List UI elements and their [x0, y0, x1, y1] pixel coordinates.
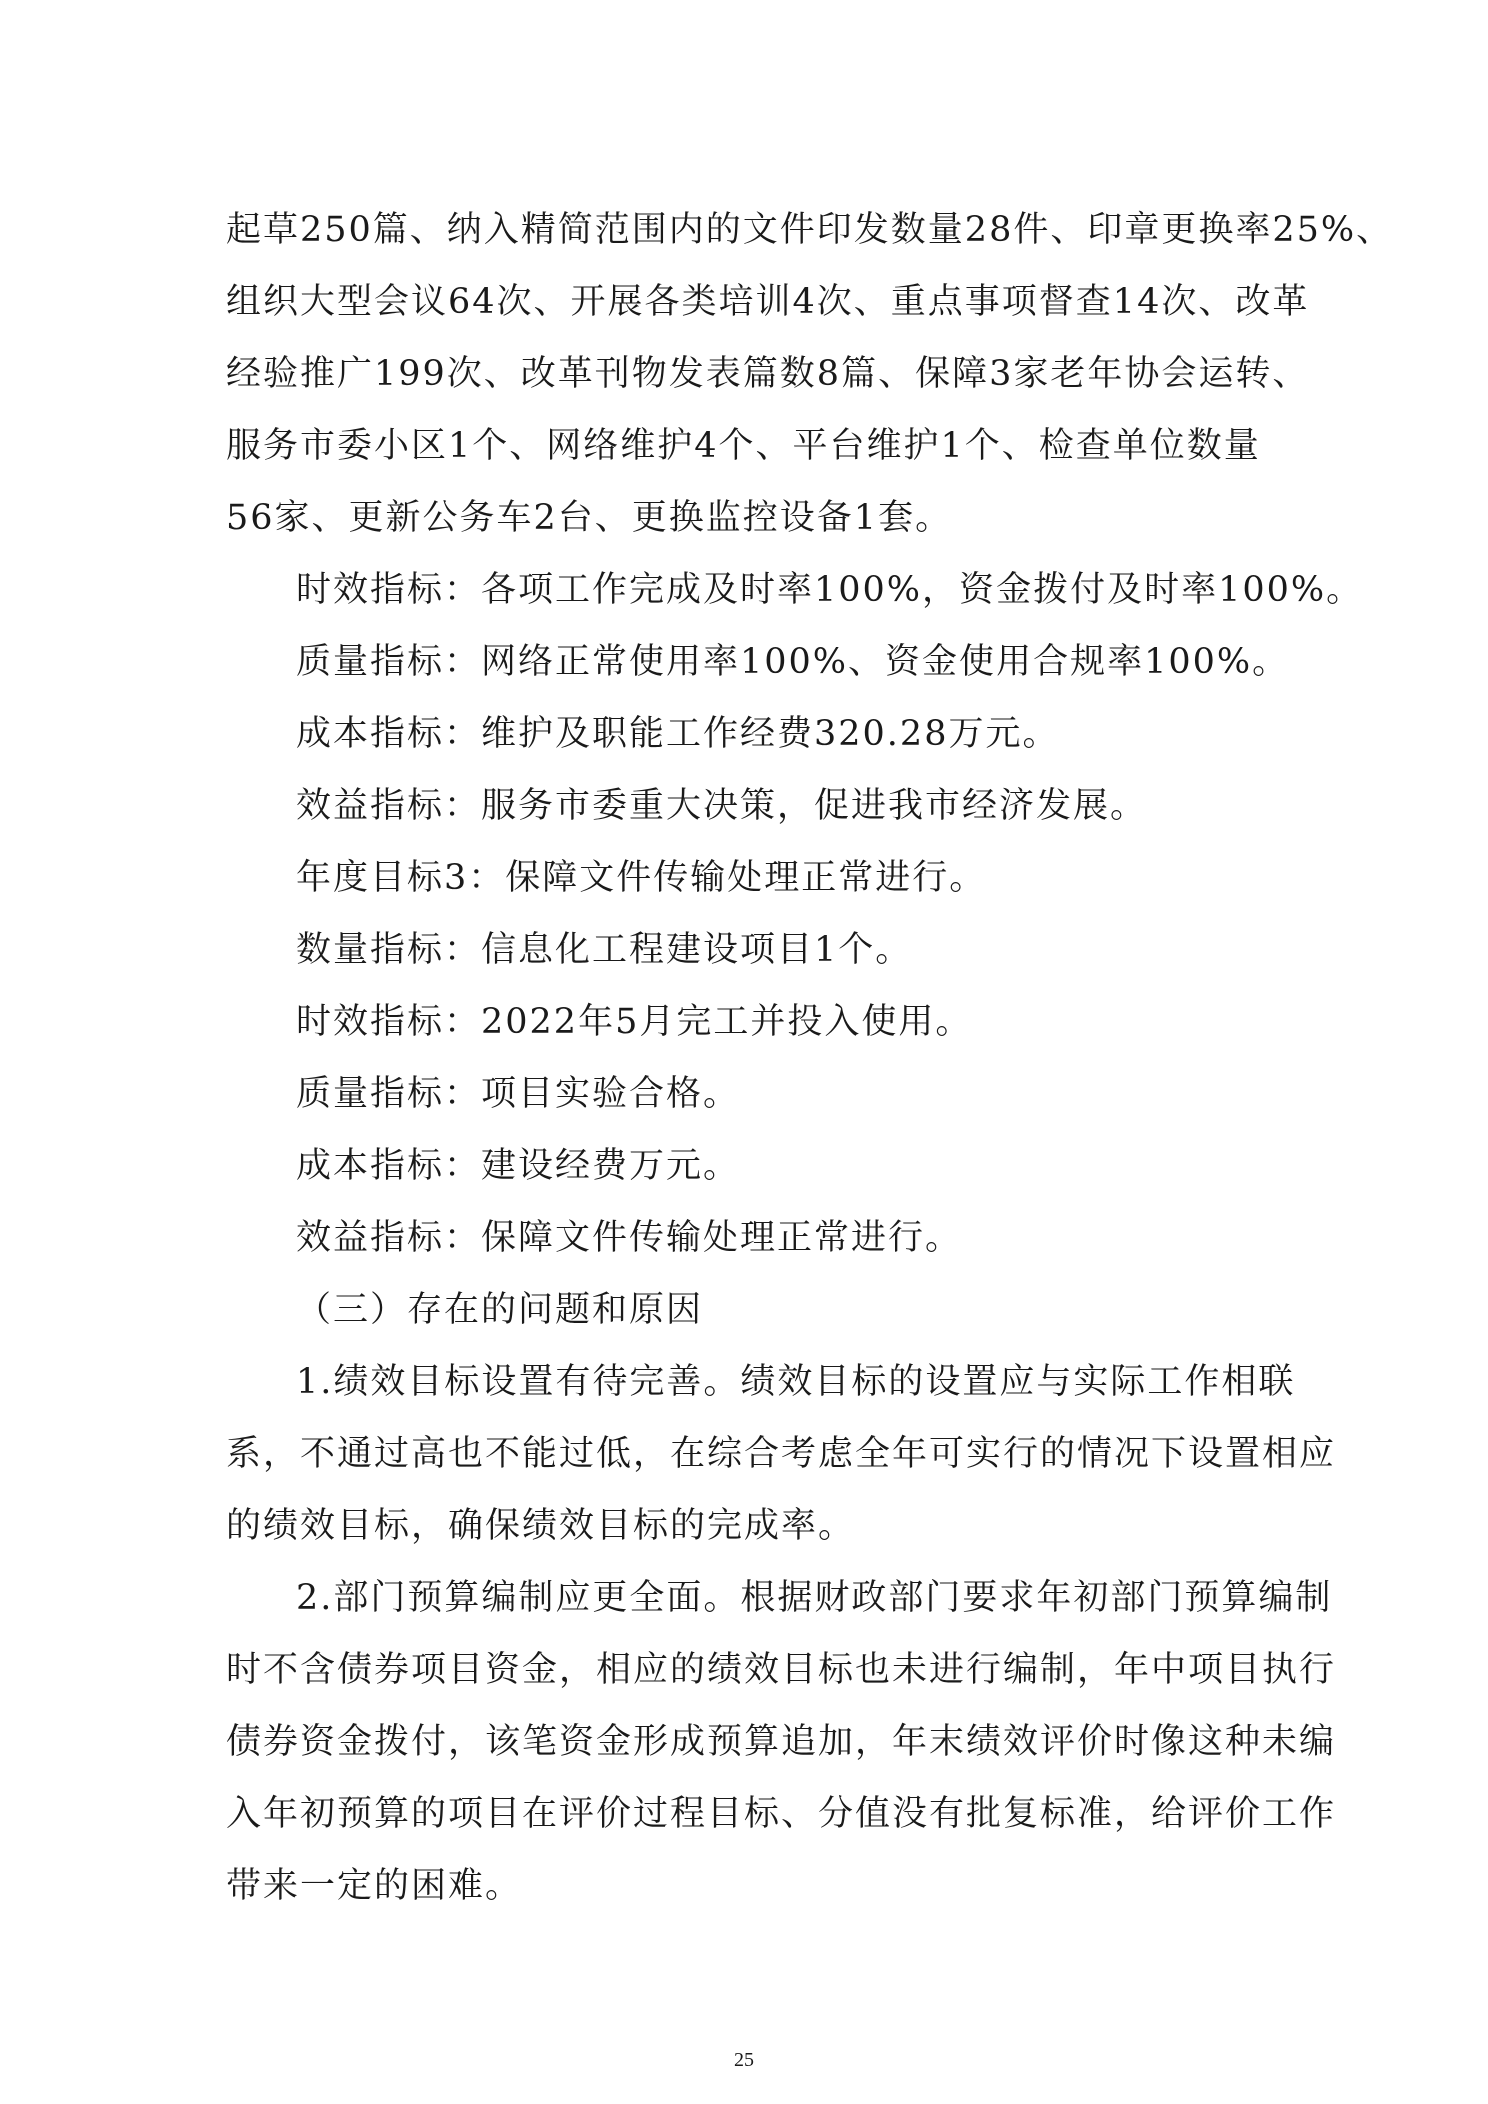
paragraph-1-line: 系，不通过高也不能过低，在综合考虑全年可实行的情况下设置相应	[226, 1434, 1337, 1474]
indicator-line: 质量指标：项目实验合格。	[296, 1074, 741, 1114]
indicator-line: 时效指标：2022年5月完工并投入使用。	[296, 1002, 973, 1042]
goal-line: 年度目标3：保障文件传输处理正常进行。	[296, 858, 987, 898]
section-heading: （三）存在的问题和原因	[296, 1290, 704, 1330]
text-line: 起草250篇、纳入精简范围内的文件印发数量28件、印章更换率25%、	[226, 210, 1394, 250]
indicator-line: 效益指标：保障文件传输处理正常进行。	[296, 1218, 963, 1258]
indicator-line: 数量指标：信息化工程建设项目1个。	[296, 930, 913, 970]
text-line: 服务市委小区1个、网络维护4个、平台维护1个、检查单位数量	[226, 426, 1261, 466]
indicator-line: 效益指标：服务市委重大决策，促进我市经济发展。	[296, 786, 1148, 826]
page-number: 25	[734, 2049, 754, 2071]
paragraph-2-line: 入年初预算的项目在评价过程目标、分值没有批复标准，给评价工作	[226, 1794, 1337, 1834]
text-line: 组织大型会议64次、开展各类培训4次、重点事项督查14次、改革	[226, 282, 1310, 322]
indicator-line: 成本指标：维护及职能工作经费320.28万元。	[296, 714, 1060, 754]
paragraph-2-line: 债券资金拨付，该笔资金形成预算追加，年末绩效评价时像这种未编	[226, 1722, 1337, 1762]
indicator-line: 时效指标：各项工作完成及时率100%，资金拨付及时率100%。	[296, 570, 1364, 610]
paragraph-2-line: 时不含债券项目资金，相应的绩效目标也未进行编制，年中项目执行	[226, 1650, 1337, 1690]
indicator-line: 成本指标：建设经费万元。	[296, 1146, 741, 1186]
paragraph-2-line: 带来一定的困难。	[226, 1866, 523, 1906]
paragraph-1-line: 的绩效目标，确保绩效目标的完成率。	[226, 1506, 856, 1546]
paragraph-2-line: 2.部门预算编制应更全面。根据财政部门要求年初部门预算编制	[296, 1578, 1333, 1618]
text-line: 经验推广199次、改革刊物发表篇数8篇、保障3家老年协会运转、	[226, 354, 1310, 394]
text-line: 56家、更新公务车2台、更换监控设备1套。	[226, 498, 953, 538]
paragraph-1-line: 1.绩效目标设置有待完善。绩效目标的设置应与实际工作相联	[296, 1362, 1296, 1402]
indicator-line: 质量指标：网络正常使用率100%、资金使用合规率100%。	[296, 642, 1290, 682]
